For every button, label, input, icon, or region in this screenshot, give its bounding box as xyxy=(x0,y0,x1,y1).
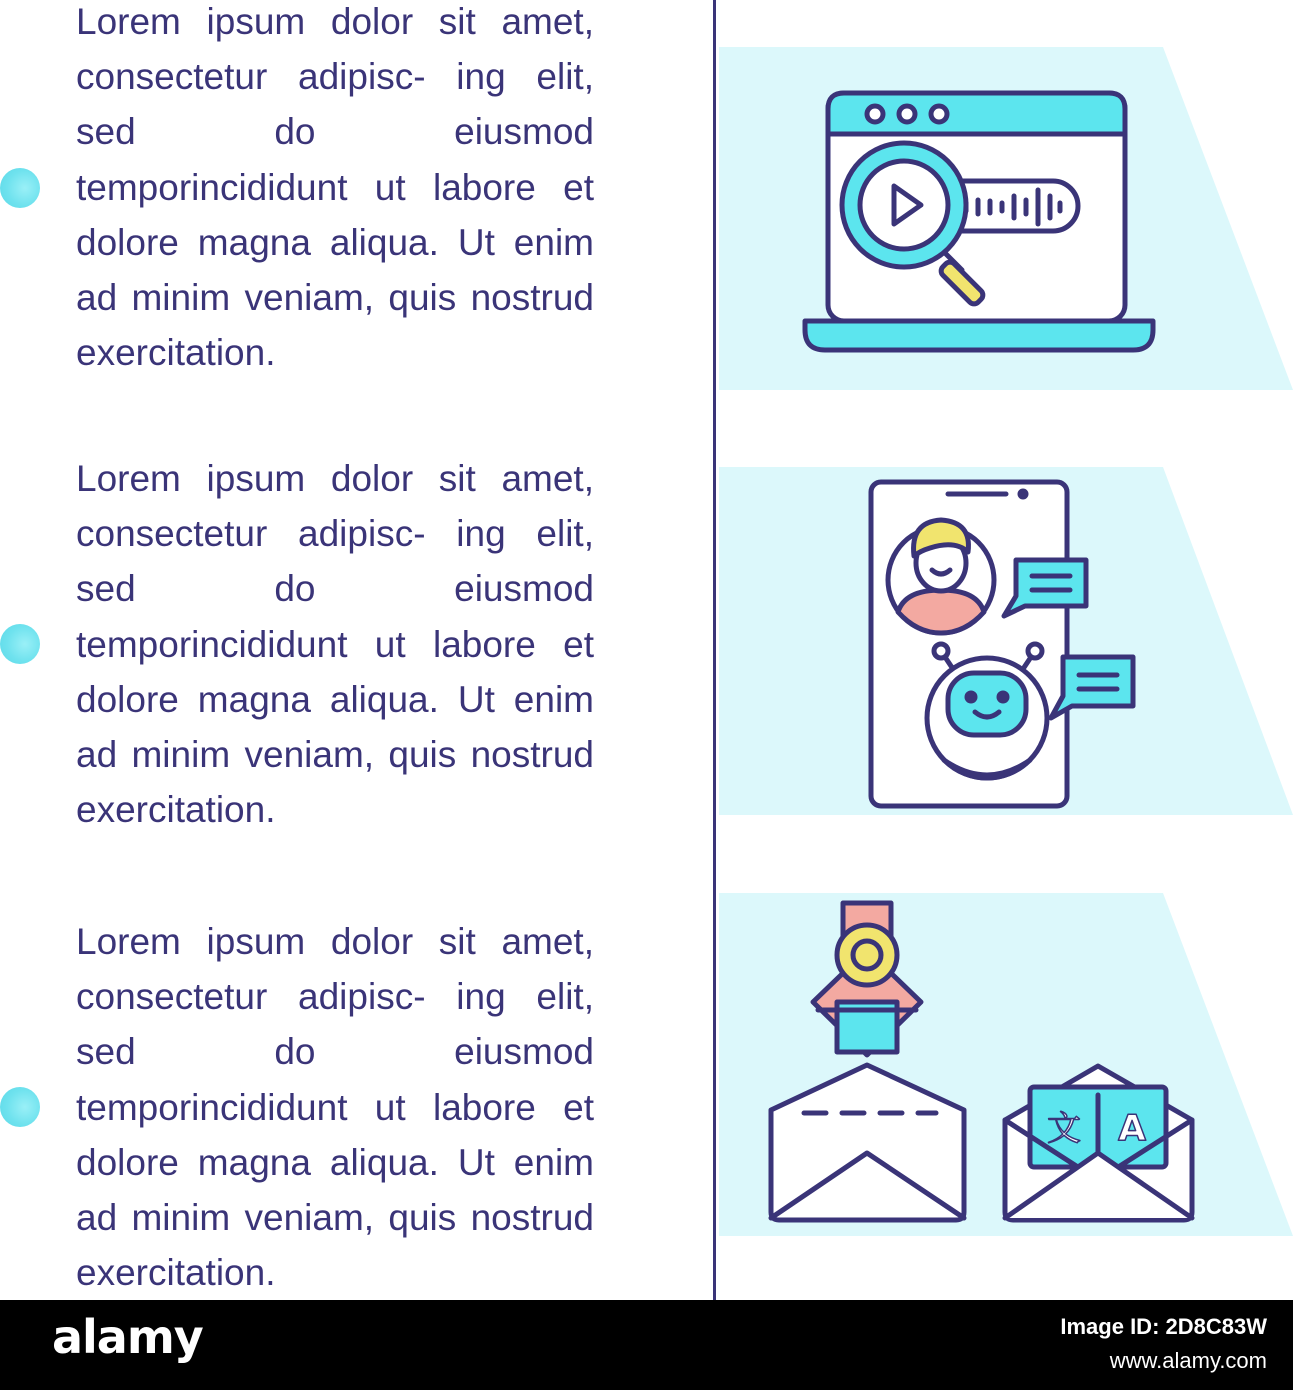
paragraph-2: Lorem ipsum dolor sit amet, consectetur adipisc- ing elit, sed do eiusmod temporincididunt ut labore et dolore magna aliqua. Ut enim ad minim veniam, quis nostrud exercitation. xyxy=(76,458,594,831)
website-url: www.alamy.com xyxy=(1109,1348,1267,1373)
footer-bar xyxy=(0,1300,1293,1390)
paragraph-1: Lorem ipsum dolor sit amet, consectetur adipisc- ing elit, sed do eiusmod temporincididunt ut labore et dolore magna aliqua. Ut enim ad minim veniam, quis nostrud exercitation. xyxy=(76,1,594,374)
svg-text:A: A xyxy=(1118,1108,1146,1149)
paragraph-3: Lorem ipsum dolor sit amet, consectetur adipisc- ing elit, sed do eiusmod temporincididunt ut labore et dolore magna aliqua. Ut enim ad minim veniam, quis nostrud exercitation. xyxy=(76,921,594,1294)
alamy-logo: alamy xyxy=(52,1310,203,1364)
image-id-label: Image ID: 2D8C83W xyxy=(1060,1314,1267,1339)
svg-text:文: 文 xyxy=(1047,1109,1081,1149)
laptop-video-search-icon xyxy=(805,93,1153,350)
